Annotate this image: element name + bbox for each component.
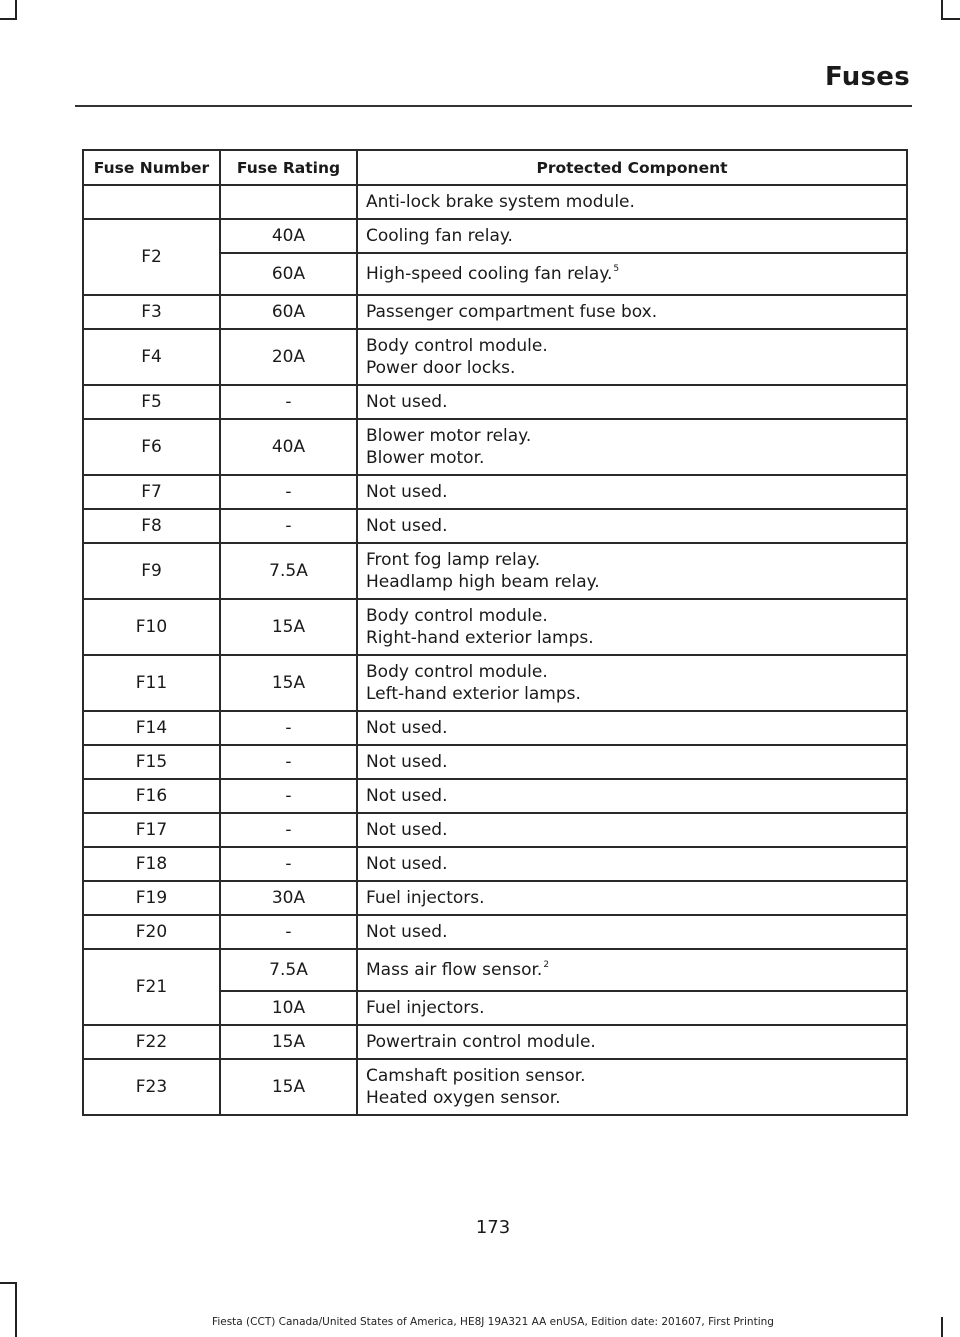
component-text: Not used. (366, 516, 448, 536)
protected-component-cell (357, 329, 907, 385)
table-row (83, 219, 907, 253)
component-text: Camshaft position sensor. (366, 1066, 586, 1086)
table-row (83, 949, 907, 991)
component-text: Blower motor relay. (366, 426, 532, 446)
column-header-protected-component: Protected Component (357, 150, 907, 185)
component-text: Heated oxygen sensor. (366, 1088, 561, 1108)
table-row (83, 813, 907, 847)
fuse-number-cell: F22 (83, 1025, 220, 1059)
fuse-table (82, 149, 908, 1116)
component-text: Not used. (366, 482, 448, 502)
fuse-number-cell: F15 (83, 745, 220, 779)
component-text: Blower motor. (366, 448, 485, 468)
fuse-rating-cell: - (220, 475, 357, 509)
table-row (83, 745, 907, 779)
component-text: High-speed cooling fan relay. (366, 264, 613, 284)
fuse-number-cell: F11 (83, 655, 220, 711)
fuse-number-cell: F18 (83, 847, 220, 881)
component-text: Cooling fan relay. (366, 226, 513, 246)
fuse-number-cell: F16 (83, 779, 220, 813)
fuse-number-cell: F19 (83, 881, 220, 915)
fuse-number-cell: F10 (83, 599, 220, 655)
protected-component-cell (357, 655, 907, 711)
table-row (83, 419, 907, 475)
table-row (83, 1025, 907, 1059)
protected-component-cell (357, 1025, 907, 1059)
table-row (83, 475, 907, 509)
table-row (83, 185, 907, 219)
protected-component-cell (357, 599, 907, 655)
fuse-rating-cell: - (220, 509, 357, 543)
fuse-rating-cell: 7.5A (220, 949, 357, 991)
component-text: Passenger compartment fuse box. (366, 302, 658, 322)
component-text: Headlamp high beam relay. (366, 572, 600, 592)
protected-component-cell (357, 745, 907, 779)
fuse-number-cell: F4 (83, 329, 220, 385)
fuse-rating-cell: 7.5A (220, 543, 357, 599)
fuse-rating-cell: 30A (220, 881, 357, 915)
protected-component-cell (357, 779, 907, 813)
fuse-number-cell: F20 (83, 915, 220, 949)
table-row (83, 543, 907, 599)
table-row (83, 915, 907, 949)
column-header-fuse-number: Fuse Number (83, 150, 220, 185)
fuse-rating-cell: 15A (220, 1059, 357, 1115)
column-header-fuse-rating: Fuse Rating (220, 150, 357, 185)
table-row (83, 711, 907, 745)
footer-text: Fiesta (CCT) Canada/United States of America, HE8J 19A321 AA enUSA, Edition date: 201607, First Printing (212, 1316, 774, 1328)
table-row (83, 779, 907, 813)
fuse-number-cell: F17 (83, 813, 220, 847)
fuse-rating-cell: 15A (220, 599, 357, 655)
protected-component-cell (357, 385, 907, 419)
fuse-number-cell: F6 (83, 419, 220, 475)
protected-component-cell (357, 949, 907, 991)
crop-mark (0, 1282, 17, 1284)
protected-component-cell (357, 847, 907, 881)
fuse-number-cell: F21 (83, 949, 220, 1025)
protected-component-cell (357, 253, 907, 295)
protected-component-cell (357, 543, 907, 599)
fuse-number-cell: F5 (83, 385, 220, 419)
component-text: Powertrain control module. (366, 1032, 596, 1052)
footnote-marker: 5 (613, 264, 620, 274)
table-row (83, 881, 907, 915)
component-text: Right-hand exterior lamps. (366, 628, 594, 648)
page-title: Fuses (824, 62, 910, 92)
fuse-rating-cell: 60A (220, 295, 357, 329)
crop-mark (941, 18, 960, 20)
component-text: Not used. (366, 392, 448, 412)
crop-mark (15, 1282, 17, 1337)
protected-component-cell (357, 881, 907, 915)
protected-component-cell (357, 991, 907, 1025)
component-text: Not used. (366, 854, 448, 874)
fuse-rating-cell: 10A (220, 991, 357, 1025)
protected-component-cell (357, 419, 907, 475)
component-text: Body control module. (366, 606, 548, 626)
protected-component-cell (357, 813, 907, 847)
crop-mark (941, 0, 943, 20)
component-text: Body control module. (366, 662, 548, 682)
fuse-number-cell: F2 (83, 219, 220, 295)
table-row (83, 509, 907, 543)
protected-component-cell (357, 219, 907, 253)
crop-mark (15, 0, 17, 20)
protected-component-cell (357, 475, 907, 509)
fuse-rating-cell: - (220, 813, 357, 847)
fuse-rating-cell: 40A (220, 419, 357, 475)
table-row (83, 329, 907, 385)
component-text: Not used. (366, 922, 448, 942)
table-row (83, 655, 907, 711)
component-text: Left-hand exterior lamps. (366, 684, 581, 704)
component-text: Not used. (366, 820, 448, 840)
table-row (83, 385, 907, 419)
fuse-rating-cell: 60A (220, 253, 357, 295)
crop-mark (0, 18, 17, 20)
fuse-rating-cell: - (220, 711, 357, 745)
component-text: Front fog lamp relay. (366, 550, 541, 570)
component-text: Not used. (366, 752, 448, 772)
fuse-rating-cell: 20A (220, 329, 357, 385)
component-text: Anti-lock brake system module. (366, 192, 635, 212)
component-text: Fuel injectors. (366, 998, 485, 1018)
fuse-number-cell: F8 (83, 509, 220, 543)
protected-component-cell (357, 185, 907, 219)
protected-component-cell (357, 509, 907, 543)
table-row (83, 847, 907, 881)
component-text: Power door locks. (366, 358, 516, 378)
fuse-number-cell: F9 (83, 543, 220, 599)
protected-component-cell (357, 711, 907, 745)
fuse-rating-cell: - (220, 915, 357, 949)
fuse-rating-cell: 15A (220, 655, 357, 711)
page-number: 173 (475, 1217, 511, 1238)
fuse-rating-cell: - (220, 779, 357, 813)
fuse-number-cell: F3 (83, 295, 220, 329)
fuse-rating-cell: 15A (220, 1025, 357, 1059)
protected-component-cell (357, 295, 907, 329)
protected-component-cell (357, 915, 907, 949)
fuse-number-cell: F23 (83, 1059, 220, 1115)
fuse-rating-cell: 40A (220, 219, 357, 253)
fuse-number-cell (83, 185, 220, 219)
component-text: Not used. (366, 718, 448, 738)
fuse-rating-cell: - (220, 847, 357, 881)
table-row (83, 295, 907, 329)
table-row (83, 1059, 907, 1115)
footnote-marker: 2 (543, 960, 550, 970)
title-divider (75, 105, 912, 107)
component-text: Fuel injectors. (366, 888, 485, 908)
table-row (83, 599, 907, 655)
fuse-number-cell: F14 (83, 711, 220, 745)
component-text: Body control module. (366, 336, 548, 356)
table-header-row (83, 150, 907, 185)
fuse-rating-cell: - (220, 385, 357, 419)
component-text: Mass air flow sensor. (366, 960, 543, 980)
component-text: Not used. (366, 786, 448, 806)
protected-component-cell (357, 1059, 907, 1115)
fuse-rating-cell (220, 185, 357, 219)
fuse-number-cell: F7 (83, 475, 220, 509)
fuse-rating-cell: - (220, 745, 357, 779)
